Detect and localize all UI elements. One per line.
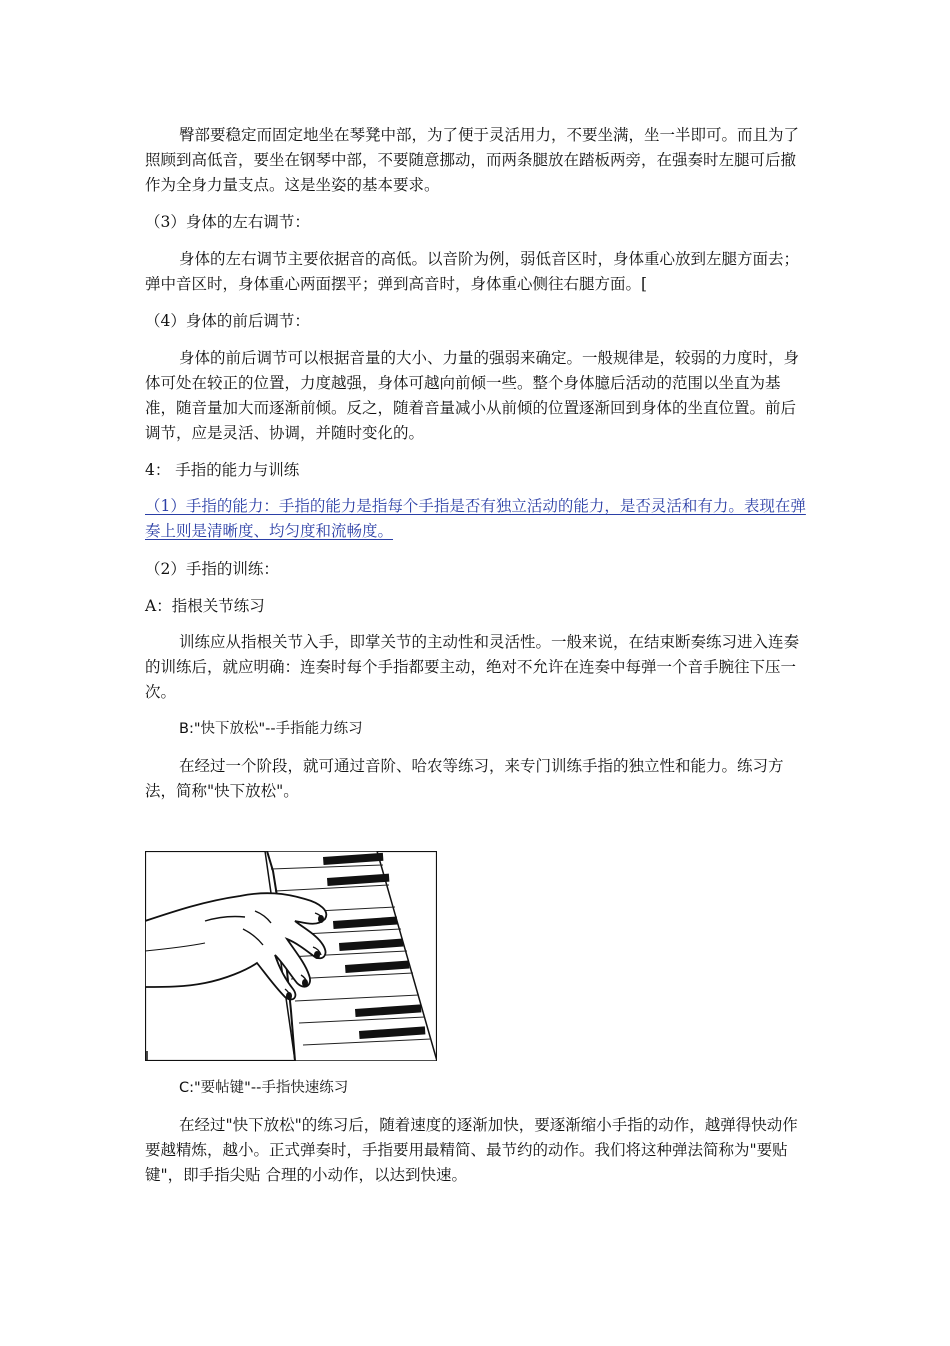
section-heading-finger-ability: 4： 手指的能力与训练 <box>145 461 300 479</box>
heading-fast-down-relax: B:"快下放松"--手指能力练习 <box>179 721 363 737</box>
paragraph-keep-close-keys: 在经过"快下放松"的练习后，随着速度的逐渐加快，要逐渐缩小手指的动作，越弹得快动作要越精炼，越小。正式弹奏时，手指要用最精简、最节约的动作。我们将这种弹法简称为"要贴键"，即手指尖贴 合理的小动作，以达到快速。 <box>145 1116 798 1184</box>
heading-knuckle-practice: A：指根关节练习 <box>145 597 265 615</box>
paragraph-sitting-posture: 臀部要稳定而固定地坐在琴凳中部，为了便于灵活用力，不要坐满，坐一半即可。而且为了照顾到高低音，要坐在钢琴中部，不要随意挪动，而两条腿放在踏板两旁，在强奏时左腿可后撤作为全身力量支点。这是坐姿的基本要求。 <box>145 126 800 194</box>
piano-hand-illustration <box>145 851 437 1061</box>
paragraph-left-right-adjust: 身体的左右调节主要依据音的高低。以音阶为例，弱低音区时，身体重心放到左腿方面去；弹中音区时，身体重心两面摆平；弹到高音时，身体重心侧往右腿方面。[ <box>145 250 800 293</box>
heading-front-back-adjust: （4）身体的前后调节： <box>145 312 310 330</box>
paragraph-knuckle-practice: 训练应从指根关节入手，即掌关节的主动性和灵活性。一般来说，在结束断奏练习进入连奏的训练后，就应明确：连奏时每个手指都要主动，绝对不允许在连奏中每弹一个音手腕往下压一次。 <box>145 633 800 701</box>
paragraph-front-back-adjust: 身体的前后调节可以根据音量的大小、力量的强弱来确定。一般规律是，较弱的力度时，身体可处在较正的位置，力度越强，身体可越向前倾一些。整个身体臆后活动的范围以坐直为基准，随音量加大而逐渐前倾。反之，随着音量减小从前倾的位置逐渐回到身体的坐直位置。前后调节，应是灵活、协调，并随时变化的。 <box>145 349 800 442</box>
heading-left-right-adjust: （3）身体的左右调节： <box>145 213 310 231</box>
heading-keep-close-keys: C:"要帖键"--手指快速练习 <box>179 1080 349 1096</box>
heading-finger-training: （2）手指的训练： <box>145 560 279 578</box>
paragraph-fast-down-relax: 在经过一个阶段，就可通过音阶、哈农等练习，来专门训练手指的独立性和能力。练习方法，简称"快下放松"。 <box>145 757 784 800</box>
link-finger-ability[interactable]: （1）手指的能力：手指的能力是指每个手指是否有独立活动的能力，是否灵活和有力。表现在弹奏上则是清晰度、均匀度和流畅度。 <box>145 497 806 540</box>
